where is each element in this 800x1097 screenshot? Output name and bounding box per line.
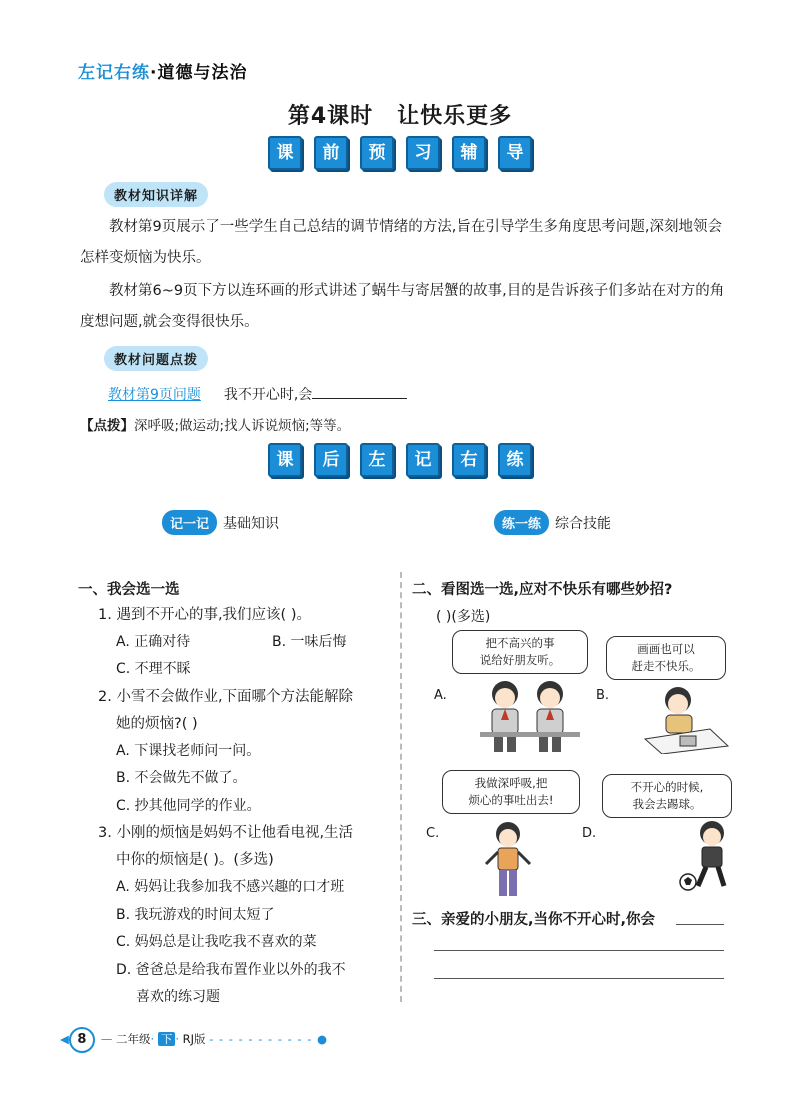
brand-accent: 左记右练: [78, 63, 150, 83]
lesson-number: 第4课时: [287, 104, 374, 129]
tag-question: 教材问题点拨: [104, 346, 208, 371]
footer-edition: RJ版: [182, 1032, 206, 1046]
practice-left-label: [162, 510, 279, 535]
banner-char: 课: [268, 136, 302, 170]
q1-option-b[interactable]: B. 一味后悔: [272, 634, 347, 650]
hint-label: 【点拨】: [80, 418, 134, 434]
section1-title: 一、我会选一选: [78, 582, 180, 598]
bubble-d-line-2: 我会去踢球。: [632, 797, 702, 811]
lesson-title: [0, 99, 800, 130]
pic-b-label: B.: [596, 688, 610, 703]
answer-blank[interactable]: [312, 384, 407, 399]
banner-char: 导: [498, 136, 532, 170]
section3-answer-line-1[interactable]: [434, 950, 724, 951]
q2-option-c[interactable]: C. 抄其他同学的作业。: [116, 798, 261, 814]
bubble-d: [602, 774, 732, 818]
pic-c-label: C.: [426, 826, 440, 841]
page-footer: ◀ 8 — 二年级· 下 · RJ版 - - - - - - - - - - - ●: [60, 1027, 328, 1053]
bubble-c: [442, 770, 580, 814]
banner-char: 辅: [452, 136, 486, 170]
bubble-c-line-1: 我做深呼吸,把: [474, 776, 548, 790]
bubble-a: [452, 630, 588, 674]
brand-title: [78, 58, 247, 83]
footer-grade: 二年级: [116, 1032, 151, 1046]
kid-drawing-illustration: [640, 684, 730, 754]
banner-post-class: [0, 443, 800, 477]
two-kids-talking-illustration: [470, 676, 590, 756]
pic-a-label: A.: [434, 688, 447, 703]
pic-d-label: D.: [582, 826, 597, 841]
banner-pre-class: [0, 136, 800, 170]
banner-char: 课: [268, 443, 302, 477]
q2-stem-2: 她的烦恼?( ): [116, 716, 198, 732]
q1-option-c[interactable]: C. 不理不睬: [116, 661, 191, 677]
q3-option-d-1[interactable]: D. 爸爸总是给我布置作业以外的我不: [116, 962, 346, 978]
q3-option-b[interactable]: B. 我玩游戏的时间太短了: [116, 907, 275, 923]
bubble-b-line-1: 画画也可以: [637, 642, 695, 656]
hint: [80, 414, 350, 434]
kid-playing-soccer-illustration: [676, 820, 740, 892]
banner-char: 习: [406, 136, 440, 170]
lesson-name: 让快乐更多: [397, 104, 513, 129]
practice-left-badge: 记一记: [162, 510, 217, 535]
bubble-c-line-2: 烦心的事吐出去!: [468, 793, 554, 807]
q1-stem: 1. 遇到不开心的事,我们应该( )。: [98, 607, 311, 623]
practice-left-text: 基础知识: [223, 516, 280, 532]
footer-term: 下: [158, 1032, 176, 1046]
textbook-question-label: 教材第9页问题: [108, 387, 201, 403]
bubble-b: [606, 636, 726, 680]
banner-char: 右: [452, 443, 486, 477]
section3-title: 三、亲爱的小朋友,当你不开心时,你会: [412, 912, 656, 928]
bubble-a-line-1: 把不高兴的事: [485, 636, 555, 650]
kid-breathing-illustration: [478, 820, 538, 900]
q3-option-d-2: 喜欢的练习题: [136, 989, 220, 1005]
practice-right-badge: 练一练: [494, 510, 549, 535]
section3-answer-line-2[interactable]: [434, 978, 724, 979]
q3-stem-2: 中你的烦恼是( )。(多选): [116, 852, 274, 868]
bubble-d-line-1: 不开心的时候,: [630, 780, 704, 794]
banner-char: 练: [498, 443, 532, 477]
banner-char: 后: [314, 443, 348, 477]
bubble-a-line-2: 说给好朋友听。: [479, 653, 561, 667]
banner-char: 记: [406, 443, 440, 477]
paragraph-1: 教材第9页展示了一些学生自己总结的调节情绪的方法,旨在引导学生多角度思考问题,深刻地领会怎样变烦恼为快乐。: [80, 219, 722, 266]
q1-option-a[interactable]: A. 正确对待: [116, 634, 191, 650]
textbook-question-text: 我不开心时,会: [223, 387, 313, 403]
section2-answer[interactable]: ( )(多选): [436, 609, 491, 625]
banner-char: 前: [314, 136, 348, 170]
page-number: 8: [69, 1027, 95, 1053]
textbook-question: [108, 384, 407, 404]
q3-option-a[interactable]: A. 妈妈让我参加我不感兴趣的口才班: [116, 879, 345, 895]
banner-char: 左: [360, 443, 394, 477]
column-divider: [400, 572, 402, 1002]
banner-char: 预: [360, 136, 394, 170]
brand-subject: ·道德与法治: [150, 63, 248, 83]
practice-right-label: [494, 510, 611, 535]
section2-title: 二、看图选一选,应对不快乐有哪些妙招?: [412, 582, 673, 598]
q3-option-c[interactable]: C. 妈妈总是让我吃我不喜欢的菜: [116, 934, 317, 950]
q2-option-b[interactable]: B. 不会做先不做了。: [116, 770, 247, 786]
section3-inline-blank[interactable]: [676, 924, 724, 925]
q2-stem-1: 2. 小雪不会做作业,下面哪个方法能解除: [98, 689, 354, 705]
paragraph-2: 教材第6~9页下方以连环画的形式讲述了蜗牛与寄居蟹的故事,目的是告诉孩子们多站在对方的角度想问题,就会变得很快乐。: [80, 283, 725, 330]
practice-right-text: 综合技能: [555, 516, 612, 532]
q2-option-a[interactable]: A. 下课找老师问一问。: [116, 743, 261, 759]
q3-stem-1: 3. 小刚的烦恼是妈妈不让他看电视,生活: [98, 825, 354, 841]
bubble-b-line-2: 赶走不快乐。: [631, 659, 701, 673]
hint-text: 深呼吸;做运动;找人诉说烦恼;等等。: [134, 418, 351, 434]
tag-knowledge: 教材知识详解: [104, 182, 208, 207]
